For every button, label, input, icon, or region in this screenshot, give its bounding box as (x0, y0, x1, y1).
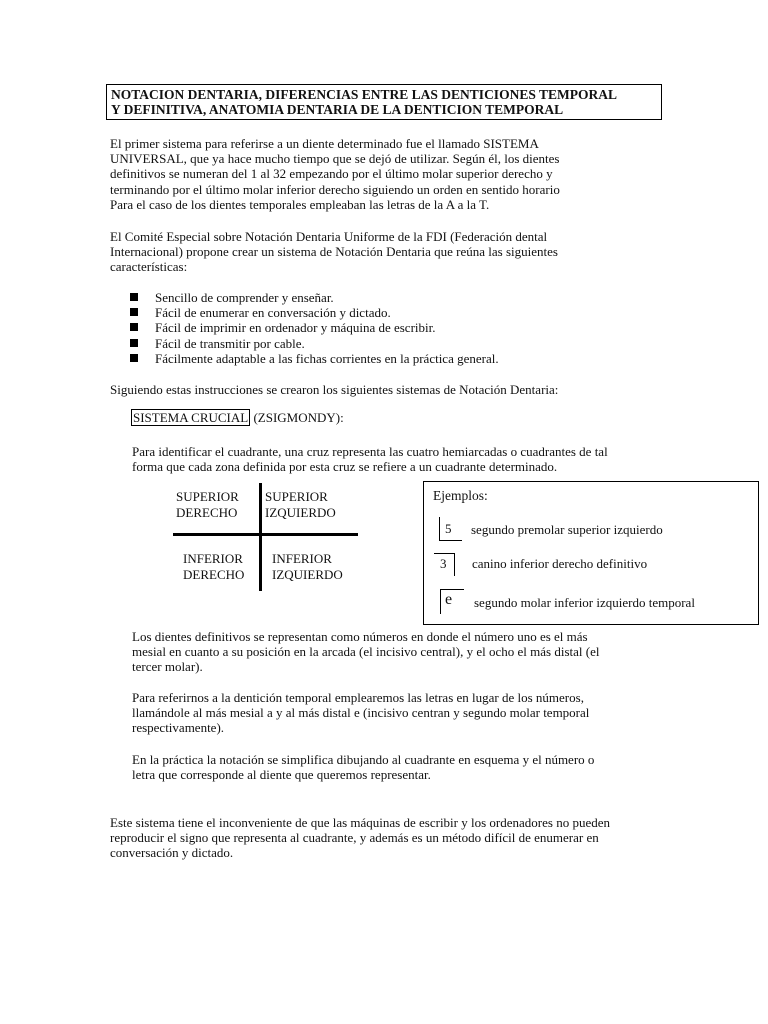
list-item (130, 336, 499, 351)
fdi-paragraph (110, 229, 558, 275)
example-symbol: 3 (440, 556, 447, 571)
system-heading (131, 410, 344, 425)
fdi-line: características: (110, 259, 188, 275)
bullet-square-icon (130, 323, 138, 331)
list-item-text: Fácilmente adaptable a las fichas corrientes en la práctica general. (155, 350, 499, 366)
inconveniente-paragraph (110, 815, 610, 861)
intro-paragraph (110, 136, 560, 212)
system-name: SISTEMA CRUCIAL (133, 410, 249, 425)
quadrant-lower-left (272, 551, 343, 582)
temporal-line: llamándole al más mesial a y al más distal e (incisivo centran y segundo molar temporal (132, 705, 590, 721)
example-text: segundo molar inferior izquierdo temporal (474, 595, 695, 610)
quadrant-label: SUPERIOR (265, 489, 328, 504)
following-paragraph (110, 382, 558, 397)
fdi-line: Internacional) propone crear un sistema de Notación Dentaria que reúna las siguientes (110, 244, 558, 260)
intro-line: definitivos se numeran del 1 al 32 empezando por el último molar superior derecho y (110, 166, 553, 182)
cross-horizontal-line (173, 533, 358, 536)
bullet-square-icon (130, 354, 138, 362)
quadrant-upper-left-symbol (439, 517, 462, 541)
definitivos-paragraph (132, 629, 599, 675)
list-item (130, 290, 499, 305)
example-text: segundo premolar superior izquierdo (471, 522, 663, 537)
quadrant-lower-right-symbol (434, 553, 455, 576)
practica-line: letra que corresponde al diente que queremos representar. (132, 767, 431, 783)
document-title (106, 84, 662, 120)
inconveniente-line: conversación y dictado. (110, 845, 234, 861)
definitivos-line: Los dientes definitivos se representan como números en donde el número uno es el más (132, 629, 588, 644)
intro-line: Para el caso de los dientes temporales empleaban las letras de la A a la T. (110, 196, 490, 212)
characteristics-list (130, 290, 499, 366)
quadrant-label: INFERIOR (183, 551, 243, 566)
definitivos-line: mesial en cuanto a su posición en la arcada (el incisivo central), y el ocho el más distal (el (132, 644, 600, 660)
example-symbol: 5 (445, 521, 452, 536)
list-item (130, 320, 499, 335)
practica-line: En la práctica la notación se simplifica dibujando al cuadrante en esquema y el número o (132, 752, 595, 767)
temporal-paragraph (132, 690, 589, 736)
quadrant-label: DERECHO (176, 504, 238, 520)
bullet-square-icon (130, 308, 138, 316)
practica-paragraph (132, 752, 594, 782)
quadrant-lower-right (183, 551, 244, 582)
list-item-text: Fácil de enumerar en conversación y dictado. (155, 305, 391, 321)
temporal-line: respectivamente). (132, 720, 225, 736)
quadrant-label: IZQUIERDO (265, 504, 336, 520)
cross-vertical-line (259, 483, 262, 591)
quadrant-upper-right (176, 489, 239, 520)
intro-line: UNIVERSAL, que ya hace mucho tiempo que se dejó de utilizar. Según él, los dientes (110, 151, 560, 167)
definitivos-line: tercer molar). (132, 659, 203, 675)
system-suffix: (ZSIGMONDY): (250, 410, 344, 425)
inconveniente-line: reproducir el signo que representa al cuadrante, y además es un método difícil de enumerar en (110, 830, 599, 846)
fdi-line: El Comité Especial sobre Notación Dentaria Uniforme de la FDI (Federación dental (110, 229, 548, 244)
quadrant-lower-left-symbol (440, 589, 464, 614)
quadrant-label: IZQUIERDO (272, 566, 343, 582)
list-item-text: Sencillo de comprender y enseñar. (155, 290, 334, 305)
inconveniente-line: Este sistema tiene el inconveniente de que las máquinas de escribir y los ordenadores no pueden (110, 815, 610, 830)
example-text: canino inferior derecho definitivo (472, 556, 648, 571)
example-symbol: e (445, 591, 453, 608)
list-item (130, 305, 499, 320)
quadrant-label: SUPERIOR (176, 489, 239, 504)
list-item-text: Fácil de transmitir por cable. (155, 335, 305, 351)
intro-line: terminando por el último molar inferior derecho siguiendo un orden en sentido horario (110, 181, 560, 197)
cruz-paragraph (132, 444, 608, 474)
title-line-2: Y DEFINITIVA, ANATOMIA DENTARIA DE LA DENTICION TEMPORAL (111, 102, 564, 117)
list-item-text: Fácil de imprimir en ordenador y máquina de escribir. (155, 320, 436, 336)
quadrant-label: DERECHO (183, 566, 245, 582)
bullet-square-icon (130, 293, 138, 301)
list-item (130, 351, 499, 366)
temporal-line: Para referirnos a la dentición temporal emplearemos las letras en lugar de los números, (132, 690, 584, 705)
quadrant-label: INFERIOR (272, 551, 332, 566)
intro-line: El primer sistema para referirse a un diente determinado fue el llamado SISTEMA (110, 136, 539, 151)
examples-heading: Ejemplos: (433, 488, 488, 503)
quadrant-upper-left (265, 489, 336, 520)
following-text: Siguiendo estas instrucciones se crearon los siguientes sistemas de Notación Dentaria: (110, 382, 559, 397)
bullet-square-icon (130, 339, 138, 347)
cruz-line: forma que cada zona definida por esta cruz se refiere a un cuadrante determinado. (132, 459, 558, 475)
cruz-line: Para identificar el cuadrante, una cruz representa las cuatro hemiarcadas o cuadrantes de tal (132, 444, 608, 459)
title-line-1: NOTACION DENTARIA, DIFERENCIAS ENTRE LAS DENTICIONES TEMPORAL (111, 87, 617, 102)
